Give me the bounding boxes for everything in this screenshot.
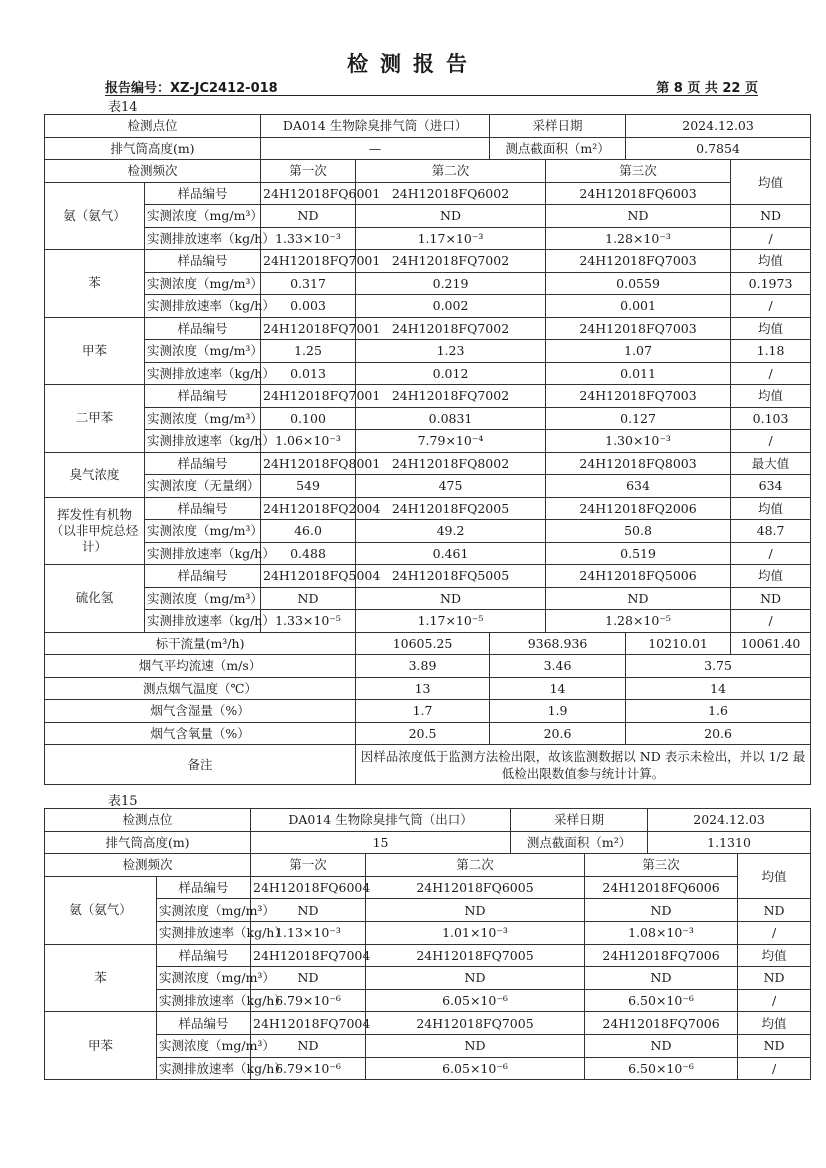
avg-header: 均值 — [738, 854, 811, 899]
value-cell: 1.28×10⁻³ — [546, 227, 731, 250]
value-cell: 24H12018FQ6005 — [366, 876, 585, 899]
pollutant-name: 二甲苯 — [45, 385, 145, 453]
table-row — [45, 452, 811, 475]
row-label: 实测排放速率（kg/h） — [157, 989, 251, 1012]
avg-cell: 均值 — [731, 497, 811, 520]
row-label: 实测排放速率（kg/h） — [157, 921, 251, 944]
table-row — [45, 876, 811, 899]
value-cell: 1.6 — [626, 700, 811, 723]
pollutant-name: 挥发性有机物（以非甲烷总烃计） — [45, 497, 145, 565]
value-cell: 20.6 — [490, 722, 626, 745]
avg-cell: / — [738, 989, 811, 1012]
value-cell: 6.79×10⁻⁶ — [251, 989, 366, 1012]
table-row — [45, 137, 811, 160]
value-cell: 9368.936 — [490, 632, 626, 655]
value-cell: 24H12018FQ7005 — [366, 944, 585, 967]
value-cell: ND — [251, 967, 366, 990]
value-cell: ND — [366, 899, 585, 922]
value-cell: 0.317 — [261, 272, 356, 295]
area-label: 测点截面积（m²） — [511, 831, 648, 854]
value-cell: 0.127 — [546, 407, 731, 430]
pollutant-name: 苯 — [45, 944, 157, 1012]
value-cell: 6.50×10⁻⁶ — [585, 989, 738, 1012]
table-row — [45, 587, 811, 610]
table-row — [45, 362, 811, 385]
value-cell: 24H12018FQ5005 — [356, 565, 546, 588]
table-row — [45, 944, 811, 967]
value-cell: 0.519 — [546, 542, 731, 565]
row-label: 样品编号 — [145, 385, 261, 408]
table-row — [45, 407, 811, 430]
value-cell: 1.33×10⁻⁵ — [261, 610, 356, 633]
value-cell: 1.7 — [356, 700, 490, 723]
page-indicator: 第 8 页 共 22 页 — [656, 81, 758, 96]
value-cell: ND — [251, 1034, 366, 1057]
avg-cell: 0.103 — [731, 407, 811, 430]
table-row — [45, 632, 811, 655]
value-cell: ND — [251, 899, 366, 922]
value-cell: ND — [546, 205, 731, 228]
avg-cell: / — [731, 542, 811, 565]
row-label: 实测浓度（无量纲） — [145, 475, 261, 498]
value-cell: 24H12018FQ6002 — [356, 182, 546, 205]
value-cell: 24H12018FQ7002 — [356, 317, 546, 340]
value-cell: 0.001 — [546, 295, 731, 318]
date-value: 2024.12.03 — [626, 115, 811, 138]
pollutant-name: 甲苯 — [45, 1012, 157, 1080]
value-cell: 46.0 — [261, 520, 356, 543]
value-cell: 0.0559 — [546, 272, 731, 295]
table-row — [45, 1057, 811, 1080]
value-cell: 549 — [261, 475, 356, 498]
value-cell: 1.30×10⁻³ — [546, 430, 731, 453]
table-row — [45, 160, 811, 183]
report-number: 报告编号：XZ-JC2412-018 — [105, 81, 278, 96]
value-cell: 24H12018FQ7005 — [366, 1012, 585, 1035]
run-header: 第一次 — [251, 854, 366, 877]
value-cell: 0.012 — [356, 362, 546, 385]
table-row — [45, 385, 811, 408]
run-header: 第一次 — [261, 160, 356, 183]
pollutant-name: 氨（氨气） — [45, 182, 145, 250]
table-row — [45, 520, 811, 543]
value-cell: 0.003 — [261, 295, 356, 318]
value-cell: 24H12018FQ8002 — [356, 452, 546, 475]
row-label: 实测排放速率（kg/h） — [145, 362, 261, 385]
value-cell: 24H12018FQ6006 — [585, 876, 738, 899]
value-cell: 1.17×10⁻³ — [356, 227, 546, 250]
date-value: 2024.12.03 — [648, 809, 811, 832]
row-label: 实测排放速率（kg/h） — [145, 610, 261, 633]
freq-label: 检测频次 — [45, 160, 261, 183]
table-row — [45, 475, 811, 498]
value-cell: 49.2 — [356, 520, 546, 543]
value-cell: 3.89 — [356, 655, 490, 678]
avg-cell: 1.18 — [731, 340, 811, 363]
row-label: 样品编号 — [157, 876, 251, 899]
table-row — [45, 967, 811, 990]
value-cell: 1.07 — [546, 340, 731, 363]
area-value: 1.1310 — [648, 831, 811, 854]
table-row — [45, 722, 811, 745]
table-row — [45, 205, 811, 228]
row-label: 样品编号 — [145, 497, 261, 520]
avg-cell: 均值 — [738, 1012, 811, 1035]
value-cell: 24H12018FQ7004 — [251, 1012, 366, 1035]
height-label: 排气筒高度(m) — [45, 137, 261, 160]
note-label: 备注 — [45, 745, 356, 785]
point-label: 检测点位 — [45, 809, 251, 832]
table-row — [45, 250, 811, 273]
avg-cell: 最大值 — [731, 452, 811, 475]
avg-cell: / — [731, 295, 811, 318]
value-cell: 14 — [626, 677, 811, 700]
height-value: 15 — [251, 831, 511, 854]
value-cell: ND — [366, 967, 585, 990]
value-cell: 0.461 — [356, 542, 546, 565]
table-row — [45, 854, 811, 877]
param-label: 烟气含湿量（%） — [45, 700, 356, 723]
value-cell: 6.50×10⁻⁶ — [585, 1057, 738, 1080]
area-value: 0.7854 — [626, 137, 811, 160]
value-cell: 0.100 — [261, 407, 356, 430]
value-cell: ND — [585, 967, 738, 990]
value-cell: ND — [261, 205, 356, 228]
run-header: 第三次 — [546, 160, 731, 183]
value-cell: 0.002 — [356, 295, 546, 318]
param-label: 测点烟气温度（℃） — [45, 677, 356, 700]
avg-cell: / — [731, 227, 811, 250]
value-cell: 24H12018FQ7006 — [585, 1012, 738, 1035]
value-cell: 1.28×10⁻⁵ — [546, 610, 731, 633]
avg-cell: / — [738, 921, 811, 944]
value-cell: 6.79×10⁻⁶ — [251, 1057, 366, 1080]
value-cell: 24H12018FQ7001 — [261, 250, 356, 273]
table-row — [45, 1012, 811, 1035]
pollutant-name: 苯 — [45, 250, 145, 318]
value-cell: 10210.01 — [626, 632, 731, 655]
point-value: DA014 生物除臭排气筒（进口） — [261, 115, 490, 138]
value-cell: 24H12018FQ7001 — [261, 385, 356, 408]
value-cell: 50.8 — [546, 520, 731, 543]
value-cell: 24H12018FQ7006 — [585, 944, 738, 967]
note-text: 因样品浓度低于监测方法检出限，故该监测数据以 ND 表示未检出，并以 1/2 最低检出限数值参与统计计算。 — [356, 745, 811, 785]
value-cell: 24H12018FQ7003 — [546, 250, 731, 273]
value-cell: ND — [366, 1034, 585, 1057]
point-label: 检测点位 — [45, 115, 261, 138]
point-value: DA014 生物除臭排气筒（出口） — [251, 809, 511, 832]
table-row — [45, 610, 811, 633]
avg-cell: ND — [738, 967, 811, 990]
table-row — [45, 272, 811, 295]
value-cell: 24H12018FQ5006 — [546, 565, 731, 588]
row-label: 实测浓度（mg/m³） — [157, 1034, 251, 1057]
flow-label: 标干流量(m³/h) — [45, 632, 356, 655]
table-row — [45, 899, 811, 922]
row-label: 实测浓度（mg/m³） — [145, 340, 261, 363]
row-label: 样品编号 — [145, 182, 261, 205]
value-cell: 24H12018FQ7004 — [251, 944, 366, 967]
avg-cell: 634 — [731, 475, 811, 498]
value-cell: 24H12018FQ7001 — [261, 317, 356, 340]
date-label: 采样日期 — [511, 809, 648, 832]
value-cell: ND — [585, 899, 738, 922]
table-row — [45, 809, 811, 832]
value-cell: 3.75 — [626, 655, 811, 678]
value-cell: 6.05×10⁻⁶ — [366, 1057, 585, 1080]
row-label: 实测浓度（mg/m³） — [145, 272, 261, 295]
table-row — [45, 655, 811, 678]
table-row — [45, 317, 811, 340]
table-row — [45, 497, 811, 520]
row-label: 实测排放速率（kg/h） — [145, 542, 261, 565]
value-cell: 24H12018FQ8003 — [546, 452, 731, 475]
header-rule — [105, 95, 758, 96]
table15-label: 表15 — [108, 794, 138, 809]
value-cell: 475 — [356, 475, 546, 498]
table-row — [45, 921, 811, 944]
value-cell: ND — [356, 205, 546, 228]
table14 — [44, 114, 811, 785]
table-row — [45, 989, 811, 1012]
value-cell: 24H12018FQ8001 — [261, 452, 356, 475]
value-cell: 24H12018FQ2006 — [546, 497, 731, 520]
row-label: 实测浓度（mg/m³） — [157, 967, 251, 990]
avg-cell: 均值 — [738, 944, 811, 967]
value-cell: 1.9 — [490, 700, 626, 723]
value-cell: 1.08×10⁻³ — [585, 921, 738, 944]
value-cell: 1.25 — [261, 340, 356, 363]
avg-cell: / — [731, 362, 811, 385]
value-cell: 0.219 — [356, 272, 546, 295]
table-row — [45, 745, 811, 785]
value-cell: 6.05×10⁻⁶ — [366, 989, 585, 1012]
value-cell: ND — [546, 587, 731, 610]
row-label: 实测浓度（mg/m³） — [145, 520, 261, 543]
run-header: 第二次 — [356, 160, 546, 183]
value-cell: 0.488 — [261, 542, 356, 565]
value-cell: 24H12018FQ2004 — [261, 497, 356, 520]
row-label: 实测浓度（mg/m³） — [157, 899, 251, 922]
avg-cell: 均值 — [731, 250, 811, 273]
pollutant-name: 氨（氨气） — [45, 876, 157, 944]
avg-cell: / — [731, 610, 811, 633]
pollutant-name: 臭气浓度 — [45, 452, 145, 497]
value-cell: 0.011 — [546, 362, 731, 385]
value-cell: 0.013 — [261, 362, 356, 385]
table-row — [45, 565, 811, 588]
value-cell: 14 — [490, 677, 626, 700]
value-cell: 634 — [546, 475, 731, 498]
row-label: 实测排放速率（kg/h） — [145, 295, 261, 318]
value-cell: 24H12018FQ6003 — [546, 182, 731, 205]
value-cell: 1.23 — [356, 340, 546, 363]
report-title: 检测报告 — [347, 52, 479, 76]
value-cell: 1.06×10⁻³ — [261, 430, 356, 453]
row-label: 样品编号 — [145, 250, 261, 273]
value-cell: 24H12018FQ7003 — [546, 385, 731, 408]
avg-cell: / — [731, 430, 811, 453]
date-label: 采样日期 — [490, 115, 626, 138]
param-label: 烟气平均流速（m/s） — [45, 655, 356, 678]
value-cell: 24H12018FQ6001 — [261, 182, 356, 205]
value-cell: ND — [261, 587, 356, 610]
run-header: 第三次 — [585, 854, 738, 877]
row-label: 实测排放速率（kg/h） — [157, 1057, 251, 1080]
param-label: 烟气含氧量（%） — [45, 722, 356, 745]
avg-cell: ND — [731, 587, 811, 610]
avg-cell: 均值 — [731, 317, 811, 340]
area-label: 测点截面积（m²） — [490, 137, 626, 160]
table-row — [45, 115, 811, 138]
row-label: 实测浓度（mg/m³） — [145, 205, 261, 228]
table-row — [45, 542, 811, 565]
table-row — [45, 831, 811, 854]
value-cell: 24H12018FQ5004 — [261, 565, 356, 588]
avg-cell: 0.1973 — [731, 272, 811, 295]
row-label: 样品编号 — [145, 317, 261, 340]
avg-cell: 48.7 — [731, 520, 811, 543]
value-cell: 7.79×10⁻⁴ — [356, 430, 546, 453]
row-label: 实测浓度（mg/m³） — [145, 587, 261, 610]
table-row — [45, 227, 811, 250]
table-row — [45, 700, 811, 723]
table-row — [45, 295, 811, 318]
value-cell: 13 — [356, 677, 490, 700]
pollutant-name: 甲苯 — [45, 317, 145, 385]
avg-cell: / — [738, 1057, 811, 1080]
value-cell: 0.0831 — [356, 407, 546, 430]
avg-cell: 10061.40 — [731, 632, 811, 655]
table-row — [45, 677, 811, 700]
table-row — [45, 182, 811, 205]
value-cell: ND — [585, 1034, 738, 1057]
avg-cell: ND — [738, 1034, 811, 1057]
row-label: 实测浓度（mg/m³） — [145, 407, 261, 430]
value-cell: 1.17×10⁻⁵ — [356, 610, 546, 633]
avg-cell: 均值 — [731, 565, 811, 588]
value-cell: 1.01×10⁻³ — [366, 921, 585, 944]
value-cell: 3.46 — [490, 655, 626, 678]
value-cell: 24H12018FQ6004 — [251, 876, 366, 899]
value-cell: 1.33×10⁻³ — [261, 227, 356, 250]
row-label: 样品编号 — [145, 452, 261, 475]
value-cell: 24H12018FQ7003 — [546, 317, 731, 340]
table-row — [45, 430, 811, 453]
table-row — [45, 340, 811, 363]
avg-cell: 均值 — [731, 385, 811, 408]
row-label: 实测排放速率（kg/h） — [145, 227, 261, 250]
run-header: 第二次 — [366, 854, 585, 877]
value-cell: 24H12018FQ7002 — [356, 250, 546, 273]
freq-label: 检测频次 — [45, 854, 251, 877]
height-label: 排气筒高度(m) — [45, 831, 251, 854]
value-cell: 10605.25 — [356, 632, 490, 655]
row-label: 样品编号 — [157, 944, 251, 967]
row-label: 样品编号 — [145, 565, 261, 588]
table15 — [44, 808, 811, 1080]
avg-cell: ND — [731, 205, 811, 228]
value-cell: 24H12018FQ2005 — [356, 497, 546, 520]
value-cell: 20.5 — [356, 722, 490, 745]
value-cell: 20.6 — [626, 722, 811, 745]
pollutant-name: 硫化氢 — [45, 565, 145, 633]
table14-label: 表14 — [108, 100, 138, 115]
avg-cell: ND — [738, 899, 811, 922]
row-label: 实测排放速率（kg/h） — [145, 430, 261, 453]
table-row — [45, 1034, 811, 1057]
height-value: — — [261, 137, 490, 160]
value-cell: ND — [356, 587, 546, 610]
avg-header: 均值 — [731, 160, 811, 205]
value-cell: 1.13×10⁻³ — [251, 921, 366, 944]
value-cell: 24H12018FQ7002 — [356, 385, 546, 408]
row-label: 样品编号 — [157, 1012, 251, 1035]
